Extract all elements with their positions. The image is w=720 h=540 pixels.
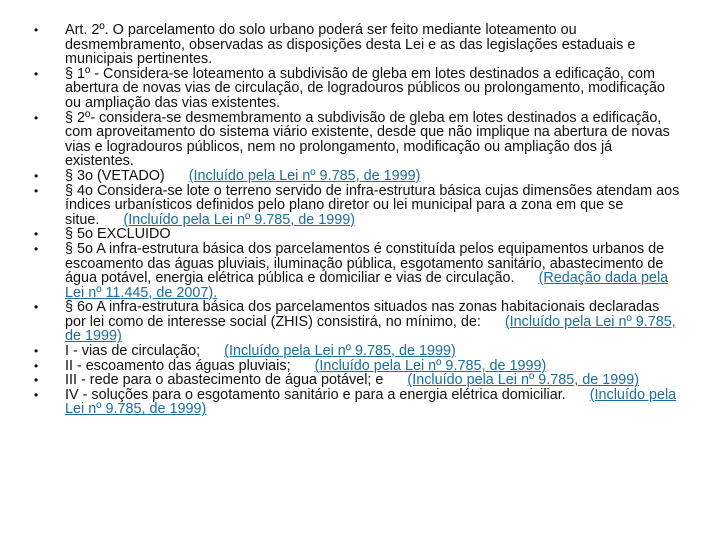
list-item [0,23,720,67]
list-item [0,388,720,417]
list-item [0,184,720,228]
law-reference-link[interactable]: (Incluído pela Lei nº 9.785, de 1999) [224,343,456,360]
item-text: § 4o Considera-se lote o terreno servido de infra-estrutura básica cujas dimensões atendam aos índices urbanísticos definidos pelo plano diretor ou lei municipal para a zona em que se situe. [65,182,680,228]
article-list [0,23,720,417]
item-text: § 3o (VETADO) [65,167,165,184]
law-reference-link[interactable]: (Incluído pela Lei nº 9.785, de 1999) [65,313,676,345]
item-text: § 5o A infra-estrutura básica dos parcelamentos é constituída pelos equipamentos urbanos de escoamento das águas pluviais, iluminação pública, esgotamento sanitário, abastecimento de água potável, energia elétrica pública e domiciliar e vias de circulação. [65,240,665,287]
item-text: § 2º- considera-se desmembramento a subdivisão de gleba em lotes destinados a edificação, com aproveitamento do sistema viário existente, desde que não implique na abertura de novas vias e logradouros públicos, nem no prolongamento, modificação ou ampliação dos já existentes. [65,109,670,170]
item-text: II - escoamento das águas pluviais; [65,357,291,374]
item-text: § 1º - Considera-se loteamento a subdivisão de gleba em lotes destinados a edificação, com abertura de novas vias de circulação, de logradouros públicos ou prolongamento, modificação ou ampliação das vias existentes. [65,65,665,111]
item-text: § 5o EXCLUIDO [65,226,171,243]
item-text: Art. 2º. O parcelamento do solo urbano poderá ser feito mediante loteamento ou desmembramento, observadas as disposições desta Lei e as das legislações estaduais e municipais pertinentes. [65,22,636,68]
item-text: § 6o A infra-estrutura básica dos parcelamentos situados nas zonas habitacionais declaradas por lei como de interesse social (ZHIS) consistirá, no mínimo, de: [65,299,660,330]
item-text: III - rede para o abastecimento de água potável; e [65,372,384,389]
law-reference-link[interactable]: (Incluído pela Lei nº 9.785, de 1999) [188,167,421,184]
law-reference-link[interactable]: (Redação dada pela Lei nº 11.445, de 2007). [65,270,669,301]
list-item [0,242,720,300]
law-reference-link[interactable]: (Incluído pela Lei nº 9.785, de 1999) [65,386,677,418]
list-item [0,373,720,388]
list-item [0,169,720,184]
law-reference-link[interactable]: (Incluído pela Lei nº 9.785, de 1999) [407,372,640,389]
law-reference-link[interactable]: (Incluído pela Lei nº 9.785, de 1999) [314,357,547,374]
item-text: IV - soluções para o esgotamento sanitário e para a energia elétrica domiciliar. [65,386,566,403]
law-reference-link[interactable]: (Incluído pela Lei nº 9.785, de 1999) [123,211,356,228]
list-item [0,300,720,344]
list-item [0,227,720,242]
list-item [0,111,720,169]
item-text: I - vias de circulação; [65,343,201,360]
list-item [0,344,720,359]
list-item [0,359,720,374]
list-item [0,67,720,111]
